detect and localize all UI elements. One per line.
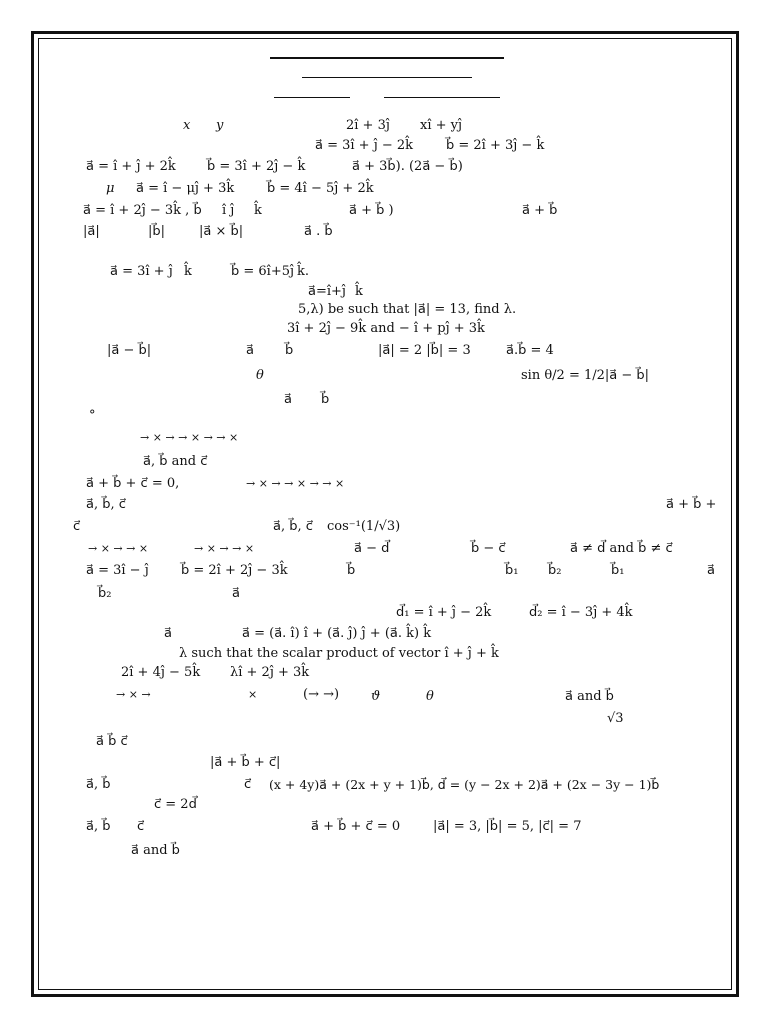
math-fragment: b⃗ (321, 392, 330, 407)
math-fragment: sin θ/2 = 1/2|a⃗ − b⃗| (521, 368, 650, 383)
math-fragment: k̂ (355, 284, 363, 299)
math-fragment: xî + yĵ (420, 118, 463, 133)
header-rule-4 (384, 97, 500, 98)
math-fragment: |a⃗| = 3, |b⃗| = 5, |c⃗| = 7 (433, 819, 582, 834)
math-fragment: 2î + 4ĵ − 5k̂ (121, 665, 201, 680)
math-fragment: a⃗ (164, 626, 172, 641)
math-fragment: a⃗ (246, 343, 254, 358)
math-fragment: b⃗ − c⃗ (471, 541, 506, 556)
math-fragment: (x + 4y)a⃗ + (2x + y + 1)b⃗, d⃗ = (y − 2x + 2)a⃗ + (2x − 3y − 1)b⃗ (269, 777, 660, 792)
math-fragment: θ (256, 368, 264, 383)
math-fragment: a⃗ and b⃗ (565, 689, 614, 704)
math-fragment: a⃗ . b⃗ (304, 224, 333, 239)
math-fragment: λî + 2ĵ + 3k̂ (230, 665, 310, 680)
math-fragment: 2î + 3ĵ (346, 118, 390, 133)
math-fragment: |a⃗| (83, 224, 100, 239)
math-fragment: a⃗, b⃗ (86, 777, 111, 792)
math-fragment: 5,λ) be such that |a⃗| = 13, find λ. (298, 302, 517, 317)
math-fragment: √3 (607, 711, 624, 726)
math-fragment: a⃗ and b⃗ (131, 843, 180, 858)
math-fragment: a⃗ = (a⃗. î) î + (a⃗. ĵ) ĵ + (a⃗. k̂) k̂ (242, 626, 432, 641)
math-fragment: b⃗ = 2î + 3ĵ − k̂ (446, 138, 545, 153)
math-fragment: |a⃗ − b⃗| (107, 343, 152, 358)
math-fragment: μ (106, 181, 115, 196)
math-fragment: λ such that the scalar product of vector î + ĵ + k̂ (179, 646, 499, 661)
math-fragment: |a⃗ × b⃗| (199, 224, 244, 239)
math-fragment: a⃗ + b⃗ + c⃗ = 0 (311, 819, 401, 834)
math-fragment: a⃗ − d⃗ (354, 541, 390, 556)
math-fragment: → × → → × (88, 542, 149, 555)
math-fragment: a⃗ = 3î − ĵ (86, 563, 149, 578)
math-fragment: a⃗ + b⃗ (522, 203, 558, 218)
math-fragment: a⃗ (707, 563, 715, 578)
math-fragment: → × → → × → → × (140, 431, 239, 444)
math-fragment: a⃗ b⃗ c⃗ (96, 734, 128, 749)
math-fragment: b⃗₁ (505, 563, 519, 578)
math-fragment: b⃗₁ (611, 563, 625, 578)
math-fragment: a⃗, b⃗ (86, 819, 111, 834)
math-fragment: a⃗ (284, 392, 292, 407)
math-fragment: b⃗₂ (548, 563, 562, 578)
math-fragment: a⃗ = î + 2ĵ − 3k̂ , b⃗ (83, 203, 202, 218)
header-rule-2 (302, 77, 472, 78)
math-fragment: a⃗ + b⃗ + c⃗ = 0, (86, 476, 180, 491)
math-fragment: y (216, 118, 224, 133)
math-fragment: b⃗ (285, 343, 294, 358)
math-fragment: a⃗ = 3î + ĵ (110, 264, 173, 279)
math-fragment: c⃗ (73, 519, 81, 534)
math-fragment: |a⃗| = 2 |b⃗| = 3 (378, 343, 471, 358)
math-fragment: b⃗ = 3î + 2ĵ − k̂ (207, 159, 306, 174)
math-fragment: |b⃗| (148, 224, 166, 239)
math-fragment: |a⃗ + b⃗ + c⃗| (210, 755, 281, 770)
header-rule-3 (274, 97, 350, 98)
math-fragment: → × → → × (194, 542, 255, 555)
math-fragment: → × → (116, 688, 151, 701)
math-fragment: b⃗ (347, 563, 356, 578)
math-fragment: ° (89, 408, 96, 423)
math-fragment: b⃗₂ (98, 586, 112, 601)
math-fragment: a⃗, b⃗, c⃗ (273, 519, 313, 534)
math-fragment: c⃗ (244, 777, 252, 792)
math-fragment: k̂ (184, 264, 192, 279)
math-fragment: (→ →) (303, 687, 340, 702)
math-fragment: d⃗₂ = î − 3ĵ + 4k̂ (529, 605, 633, 620)
math-fragment: a⃗ + b⃗ + (666, 497, 717, 512)
math-fragment: c⃗ (137, 819, 145, 834)
math-fragment: a⃗ + 3b⃗). (2a⃗ − b⃗) (352, 159, 463, 174)
math-fragment: a⃗.b⃗ = 4 (506, 343, 554, 358)
math-fragment: c⃗ = 2d⃗ (154, 797, 197, 812)
header-rule-1 (270, 57, 504, 59)
math-fragment: x (183, 118, 191, 133)
math-fragment: a⃗ = î − μĵ + 3k̂ (136, 181, 235, 196)
math-fragment: k̂ (254, 203, 262, 218)
math-fragment: 3î + 2ĵ − 9k̂ and − î + pĵ + 3k̂ (287, 321, 485, 336)
math-fragment: a⃗, b⃗, c⃗ (86, 497, 126, 512)
math-fragment: a⃗ + b⃗ ) (349, 203, 394, 218)
math-fragment: cos⁻¹(1/√3) (327, 519, 401, 534)
math-fragment: → × → → × → → × (246, 477, 345, 490)
math-fragment: a⃗ = 3î + ĵ − 2k̂ (315, 138, 414, 153)
math-fragment: a⃗ (232, 586, 240, 601)
math-fragment: d⃗₁ = î + ĵ − 2k̂ (396, 605, 492, 620)
math-fragment: b⃗ = 6î+5ĵ (231, 264, 295, 279)
math-fragment: a⃗, b⃗ and c⃗ (143, 454, 208, 469)
math-fragment: a⃗ = î + ĵ + 2k̂ (86, 159, 176, 174)
math-fragment: θ (426, 689, 434, 704)
math-fragment: × (248, 688, 258, 701)
math-fragment: î ĵ (222, 203, 235, 218)
math-fragment: k̂. (297, 264, 310, 279)
math-fragment: a⃗ ≠ d⃗ and b⃗ ≠ c⃗ (570, 541, 673, 556)
math-fragment: ϑ (371, 689, 381, 704)
math-fragment: a⃗=î+ĵ (308, 284, 346, 299)
math-fragment: b⃗ = 4î − 5ĵ + 2k̂ (267, 181, 374, 196)
math-fragment: b⃗ = 2î + 2ĵ − 3k̂ (181, 563, 288, 578)
